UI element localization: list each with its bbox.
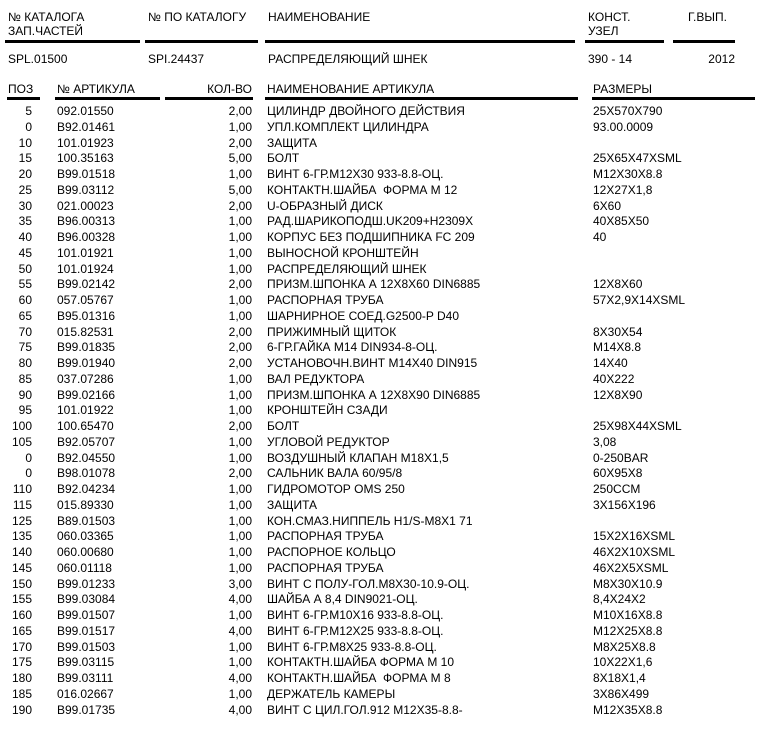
row-size-cell: M8X25X8.8 (593, 639, 656, 654)
table-row (0, 624, 760, 640)
row-size-cell: M14X8.8 (593, 340, 642, 355)
year-label: Г.ВЫП. (688, 10, 727, 24)
table-row (0, 577, 760, 593)
row-pos-cell: 70 (18, 324, 32, 339)
row-article-cell: B95.01316 (57, 308, 116, 323)
row-qty-cell: 1,00 (228, 434, 252, 449)
row-name-cell: ЗАЩИТА (267, 135, 318, 150)
row-article-cell: B92.05707 (57, 434, 116, 449)
row-name-cell: УПЛ.КОМПЛЕКТ ЦИЛИНДРА (267, 119, 429, 134)
row-size-cell: 8X18X1,4 (593, 671, 646, 685)
row-pos-cell: 10 (18, 135, 32, 150)
row-name-cell: ЗАЩИТА (267, 497, 318, 512)
table-row (0, 514, 760, 530)
row-pos-cell: 100 (11, 419, 32, 433)
row-size-cell: 46X2X5XSML (593, 560, 669, 575)
row-size-cell: 57X2,9X14XSML (593, 293, 686, 307)
row-size-cell: M12X35X8.8 (593, 702, 663, 717)
row-qty-cell: 2,00 (228, 419, 252, 433)
row-article-cell: B99.03115 (57, 655, 115, 670)
row-pos-cell: 95 (18, 403, 32, 418)
table-row (0, 372, 760, 388)
row-pos-cell: 115 (12, 497, 32, 512)
column-rule-name (265, 97, 578, 100)
row-pos-cell: 125 (11, 513, 32, 528)
row-article-cell: B99.03111 (57, 671, 114, 685)
row-article-cell: 092.01550 (57, 104, 114, 118)
row-name-cell: САЛЬНИК ВАЛА 60/95/8 (267, 466, 403, 481)
row-article-cell: 100.35163 (57, 151, 114, 166)
row-name-cell: РАД.ШАРИКОПОДШ.UK209+H2309X (267, 214, 474, 229)
row-pos-cell: 175 (11, 655, 32, 670)
table-row (0, 640, 760, 656)
row-pos-cell: 150 (11, 576, 32, 591)
row-article-cell: 016.02667 (57, 686, 114, 701)
row-name-cell: ВИНТ 6-ГР.М12X30 933-8.8-ОЦ. (267, 167, 444, 181)
row-size-cell: 12X27X1,8 (593, 182, 653, 197)
row-pos-cell: 170 (11, 639, 32, 654)
row-article-cell: B99.01835 (57, 340, 116, 355)
table-row (0, 230, 760, 246)
column-header-qty: КОЛ-ВО (207, 82, 252, 96)
row-qty-cell: 1,00 (228, 482, 252, 496)
row-name-cell: КОРПУС БЕЗ ПОДШИПНИКА FC 209 (267, 230, 475, 244)
row-name-cell: БОЛТ (267, 419, 300, 433)
row-article-cell: B99.01517 (57, 623, 116, 638)
by-catalog-value: SPI.24437 (148, 52, 205, 66)
row-size-cell: 93.00.0009 (593, 119, 654, 134)
row-size-cell: 10X22X1,6 (593, 655, 653, 670)
row-pos-cell: 165 (11, 623, 32, 638)
row-article-cell: B92.01461 (57, 119, 116, 134)
column-header-size: РАЗМЕРЫ (593, 82, 652, 96)
row-qty-cell: 2,00 (228, 135, 252, 150)
row-pos-cell: 180 (11, 671, 32, 685)
row-name-cell: БОЛТ (267, 151, 300, 166)
table-row (0, 451, 760, 467)
table-row (0, 104, 760, 120)
row-qty-cell: 5,00 (228, 151, 252, 166)
row-article-cell: B99.02142 (57, 277, 116, 292)
table-row (0, 120, 760, 136)
table-row (0, 325, 760, 341)
row-pos-cell: 110 (12, 482, 32, 496)
column-header-pos: ПОЗ (8, 82, 34, 96)
row-article-cell: B99.02166 (57, 387, 116, 402)
row-name-cell: РАСПОРНАЯ ТРУБА (267, 560, 384, 575)
catalog-number-label-line2: ЗАП.ЧАСТЕЙ (8, 24, 84, 38)
row-size-cell: 60X95X8 (593, 466, 643, 481)
row-article-cell: B92.04234 (57, 482, 116, 496)
row-size-cell: 40X222 (593, 371, 635, 386)
row-size-cell: 12X8X90 (593, 387, 643, 402)
row-qty-cell: 1,00 (228, 545, 252, 559)
row-name-cell: ПРИЖИМНЫЙ ЩИТОК (267, 324, 397, 339)
row-qty-cell: 2,00 (228, 277, 252, 292)
row-name-cell: ВОЗДУШНЫЙ КЛАПАН М18X1,5 (267, 450, 449, 465)
row-pos-cell: 140 (11, 545, 32, 559)
column-header-name: НАИМЕНОВАНИЕ АРТИКУЛА (267, 82, 435, 96)
table-row (0, 498, 760, 514)
row-size-cell: 0-250BAR (593, 450, 649, 465)
row-qty-cell: 2,00 (228, 466, 252, 481)
row-article-cell: B96.00313 (57, 214, 116, 229)
row-qty-cell: 1,00 (228, 639, 252, 654)
row-article-cell: 037.07286 (57, 371, 114, 386)
row-name-cell: КРОНШТЕЙН СЗАДИ (267, 403, 388, 418)
row-qty-cell: 1,00 (228, 450, 252, 465)
row-size-cell: 25X98X44XSML (593, 419, 682, 433)
row-qty-cell: 1,00 (228, 293, 252, 307)
row-article-cell: B99.01233 (57, 576, 116, 591)
row-pos-cell: 105 (11, 434, 32, 449)
row-name-cell: ШАРНИРНОЕ СОЕД.G2500-P D40 (267, 308, 459, 323)
column-rule-article (55, 97, 160, 100)
row-name-cell: КОНТАКТН.ШАЙБА ФОРМА М 12 (267, 182, 458, 197)
row-qty-cell: 5,00 (228, 182, 252, 197)
table-row (0, 655, 760, 671)
row-qty-cell: 4,00 (228, 702, 252, 717)
row-qty-cell: 1,00 (228, 230, 252, 244)
row-size-cell: M12X25X8.8 (593, 623, 663, 638)
row-qty-cell: 1,00 (228, 119, 252, 134)
row-article-cell: B99.01735 (57, 702, 116, 717)
row-size-cell: 40 (593, 230, 607, 244)
column-rule-pos (7, 97, 40, 100)
row-article-cell: 015.82531 (57, 324, 114, 339)
row-size-cell: 25X65X47XSML (593, 151, 682, 166)
row-name-cell: РАСПОРНАЯ ТРУБА (267, 293, 384, 307)
row-name-cell: ПРИЗМ.ШПОНКА А 12X8X60 DIN6885 (267, 277, 481, 292)
construction-unit-rule (585, 40, 664, 43)
row-size-cell: 12X8X60 (593, 277, 643, 292)
row-pos-cell: 145 (11, 560, 32, 575)
row-pos-cell: 75 (18, 340, 32, 355)
row-name-cell: КОН.СМАЗ.НИППЕЛЬ H1/S-M8X1 71 (267, 513, 473, 528)
row-qty-cell: 1,00 (228, 560, 252, 575)
row-qty-cell: 1,00 (228, 308, 252, 323)
row-article-cell: 015.89330 (57, 497, 114, 512)
year-rule (673, 40, 735, 43)
row-qty-cell: 1,00 (228, 608, 252, 622)
row-article-cell: 101.01922 (57, 403, 114, 418)
row-qty-cell: 4,00 (228, 671, 252, 685)
row-name-cell: ВЫНОСНОЙ КРОНШТЕЙН (267, 245, 419, 260)
table-row (0, 356, 760, 372)
row-qty-cell: 1,00 (228, 214, 252, 229)
by-catalog-label: № ПО КАТАЛОГУ (148, 10, 247, 24)
table-row (0, 671, 760, 687)
row-pos-cell: 20 (18, 167, 32, 181)
row-article-cell: B99.01518 (57, 167, 116, 181)
table-row (0, 592, 760, 608)
row-size-cell: 6X60 (593, 198, 622, 213)
row-article-cell: B99.03112 (57, 182, 115, 197)
row-name-cell: КОНТАКТН.ШАЙБА ФОРМА М 8 (267, 671, 451, 685)
table-row (0, 435, 760, 451)
row-article-cell: B99.01503 (57, 639, 116, 654)
row-pos-cell: 45 (18, 245, 32, 260)
table-row (0, 419, 760, 435)
row-article-cell: 101.01923 (57, 135, 114, 150)
table-row (0, 608, 760, 624)
parts-table-body (0, 104, 760, 718)
row-article-cell: 060.01118 (57, 560, 112, 575)
row-qty-cell: 1,00 (228, 371, 252, 386)
row-size-cell: 3X86X499 (593, 686, 650, 701)
table-row (0, 388, 760, 404)
row-pos-cell: 155 (11, 592, 32, 607)
row-qty-cell: 2,00 (228, 324, 252, 339)
row-qty-cell: 1,00 (228, 655, 252, 670)
row-pos-cell: 35 (18, 214, 32, 229)
row-pos-cell: 30 (18, 198, 32, 213)
row-pos-cell: 15 (18, 151, 32, 166)
row-pos-cell: 65 (18, 308, 32, 323)
table-row (0, 167, 760, 183)
table-row (0, 529, 760, 545)
table-row (0, 482, 760, 498)
table-row (0, 687, 760, 703)
row-name-cell: КОНТАКТН.ШАЙБА ФОРМА М 10 (267, 655, 455, 670)
construction-unit-label-line2: УЗЕЛ (588, 24, 619, 38)
column-rule-size (592, 97, 755, 100)
row-qty-cell: 1,00 (228, 387, 252, 402)
row-qty-cell: 3,00 (228, 576, 252, 591)
row-article-cell: B99.01507 (57, 608, 116, 622)
row-name-cell: ДЕРЖАТЕЛЬ КАМЕРЫ (267, 686, 396, 701)
row-article-cell: 100.65470 (57, 419, 114, 433)
row-name-cell: 6-ГР.ГАЙКА М14 DIN934-8-ОЦ. (267, 340, 438, 355)
row-article-cell: 057.05767 (57, 293, 114, 307)
catalog-number-value: SPL.01500 (8, 52, 68, 66)
construction-unit-label-line1: КОНСТ. (588, 10, 631, 24)
row-pos-cell: 0 (25, 450, 32, 465)
table-row (0, 199, 760, 215)
row-pos-cell: 25 (18, 182, 32, 197)
row-qty-cell: 1,00 (228, 167, 252, 181)
row-article-cell: B99.01940 (57, 356, 116, 370)
row-qty-cell: 1,00 (228, 497, 252, 512)
year-value: 2012 (708, 52, 735, 66)
row-pos-cell: 40 (18, 230, 32, 244)
by-catalog-rule (145, 40, 258, 43)
table-row (0, 545, 760, 561)
row-name-cell: ШАЙБА А 8,4 DIN9021-ОЦ. (267, 592, 418, 607)
row-article-cell: B98.01078 (57, 466, 116, 481)
row-article-cell: 101.01924 (57, 261, 114, 276)
row-pos-cell: 55 (18, 277, 32, 292)
row-name-cell: РАСПОРНАЯ ТРУБА (267, 529, 384, 544)
row-size-cell: 250CCM (593, 482, 641, 496)
row-size-cell: 40X85X50 (593, 214, 650, 229)
row-name-cell: РАСПОРНОЕ КОЛЬЦО (267, 545, 396, 559)
name-rule (265, 40, 575, 43)
row-name-cell: УГЛОВОЙ РЕДУКТОР (267, 434, 390, 449)
row-qty-cell: 2,00 (228, 104, 252, 118)
column-header-article: № АРТИКУЛА (57, 82, 135, 96)
table-row (0, 246, 760, 262)
construction-unit-value: 390 - 14 (588, 52, 633, 66)
name-value: РАСПРЕДЕЛЯЮЩИЙ ШНЕК (268, 52, 428, 66)
row-size-cell: 46X2X10XSML (593, 545, 676, 559)
row-qty-cell: 1,00 (228, 245, 252, 260)
catalog-number-label-line1: № КАТАЛОГА (8, 10, 85, 24)
row-pos-cell: 80 (18, 356, 32, 370)
row-pos-cell: 160 (11, 608, 32, 622)
row-size-cell: 8,4X24X2 (593, 592, 646, 607)
name-label: НАИМЕНОВАНИЕ (268, 10, 371, 24)
row-size-cell: M8X30X10.9 (593, 576, 663, 591)
table-row (0, 403, 760, 419)
row-pos-cell: 0 (25, 466, 32, 481)
row-article-cell: B96.00328 (57, 230, 116, 244)
row-pos-cell: 60 (18, 293, 32, 307)
table-row (0, 466, 760, 482)
row-qty-cell: 2,00 (228, 356, 252, 370)
row-size-cell: 15X2X16XSML (593, 529, 676, 544)
row-size-cell: 25X570X790 (593, 104, 663, 118)
row-article-cell: B89.01503 (57, 513, 116, 528)
row-qty-cell: 2,00 (228, 198, 252, 213)
row-size-cell: M12X30X8.8 (593, 167, 663, 181)
row-size-cell: 3X156X196 (593, 497, 656, 512)
row-size-cell: 8X30X54 (593, 324, 643, 339)
row-article-cell: 060.03365 (57, 529, 114, 544)
row-qty-cell: 1,00 (228, 403, 252, 418)
table-row (0, 703, 760, 719)
row-name-cell: УСТАНОВОЧН.ВИНТ М14X40 DIN915 (267, 356, 478, 370)
table-row (0, 293, 760, 309)
row-pos-cell: 5 (25, 104, 32, 118)
catalog-number-rule (5, 40, 140, 43)
row-name-cell: ВИНТ С ЦИЛ.ГОЛ.912 М12X35-8.8- (267, 702, 463, 717)
row-name-cell: ЦИЛИНДР ДВОЙНОГО ДЕЙСТВИЯ (267, 104, 465, 118)
row-pos-cell: 185 (11, 686, 32, 701)
row-name-cell: ПРИЗМ.ШПОНКА А 12X8X90 DIN6885 (267, 387, 481, 402)
row-article-cell: 021.00023 (57, 198, 114, 213)
row-pos-cell: 85 (18, 371, 32, 386)
table-row (0, 214, 760, 230)
row-size-cell: 3,08 (593, 434, 617, 449)
row-article-cell: B92.04550 (57, 450, 116, 465)
table-row (0, 561, 760, 577)
row-pos-cell: 0 (25, 119, 32, 134)
row-qty-cell: 1,00 (228, 261, 252, 276)
row-qty-cell: 2,00 (228, 340, 252, 355)
row-size-cell: M10X16X8.8 (593, 608, 663, 622)
row-qty-cell: 1,00 (228, 686, 252, 701)
row-qty-cell: 4,00 (228, 592, 252, 607)
table-row (0, 309, 760, 325)
row-name-cell: U-ОБРАЗНЫЙ ДИСК (267, 198, 383, 213)
row-name-cell: РАСПРЕДЕЛЯЮЩИЙ ШНЕК (267, 261, 427, 276)
column-rule-qty (165, 97, 253, 100)
row-pos-cell: 135 (11, 529, 32, 544)
table-row (0, 136, 760, 152)
row-name-cell: ВИНТ С ПОЛУ-ГОЛ.M8X30-10.9-ОЦ. (267, 576, 470, 591)
row-qty-cell: 4,00 (228, 623, 252, 638)
row-pos-cell: 50 (18, 261, 32, 276)
row-name-cell: ВИНТ 6-ГР.М8X25 933-8.8-ОЦ. (267, 639, 437, 654)
row-size-cell: 14X40 (593, 356, 628, 370)
row-article-cell: B99.03084 (57, 592, 116, 607)
row-name-cell: ВИНТ 6-ГР.М10X16 933-8.8-ОЦ. (267, 608, 444, 622)
row-article-cell: 101.01921 (57, 245, 114, 260)
row-name-cell: ВАЛ РЕДУКТОРА (267, 371, 365, 386)
row-name-cell: ГИДРОМОТОР OMS 250 (267, 482, 405, 496)
row-pos-cell: 90 (18, 387, 32, 402)
table-row (0, 277, 760, 293)
row-qty-cell: 1,00 (228, 529, 252, 544)
table-row (0, 340, 760, 356)
table-row (0, 262, 760, 278)
table-row (0, 183, 760, 199)
row-article-cell: 060.00680 (57, 545, 114, 559)
row-qty-cell: 1,00 (228, 513, 252, 528)
table-row (0, 151, 760, 167)
row-name-cell: ВИНТ 6-ГР.М12X25 933-8.8-ОЦ. (267, 623, 444, 638)
row-pos-cell: 190 (11, 702, 32, 717)
